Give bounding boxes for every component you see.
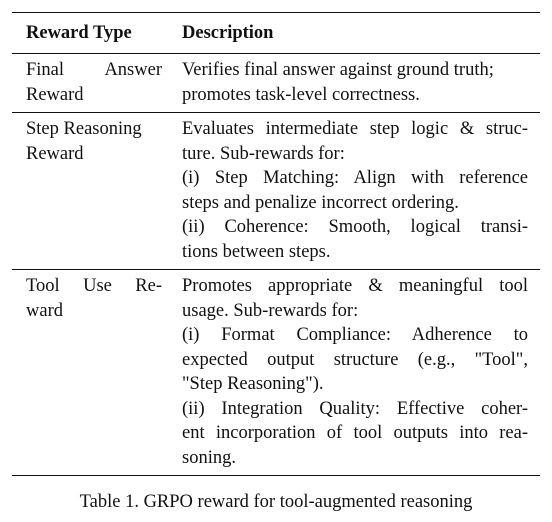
description-line: soning. [182,447,236,468]
reward-type-text: Tool Use Re- [26,276,162,296]
description-line: (ii) Coherence: Smooth, logical transi- [182,217,528,237]
reward-type-text: Reward [26,143,84,164]
table-header-row [12,13,540,54]
header-description: Description [182,23,274,43]
table-row-tool-use [12,270,540,476]
description-line: tions between steps. [182,241,331,262]
description-line: expected output structure (e.g., "Tool", [182,349,528,370]
description-line: Verifies final answer against ground truth; [182,60,494,80]
description-cell [180,270,540,476]
description-line: (ii) Integration Quality: Effective coher- [182,398,528,419]
description-cell [180,54,540,113]
description-line: steps and penalize incorrect ordering. [182,192,459,213]
reward-type-cell [12,113,180,270]
description-line: ent incorporation of tool outputs into rea- [182,423,528,443]
reward-table [12,12,540,476]
table-row-final-answer [12,54,540,113]
reward-type-cell [12,54,180,113]
description-line: ture. Sub-rewards for: [182,143,345,164]
description-line: (i) Step Matching: Align with reference [182,168,528,188]
table-row-step-reasoning [12,113,540,270]
description-line: (i) Format Compliance: Adherence to [182,325,528,345]
description-line: promotes task-level correctness. [182,84,420,105]
reward-type-text: Step Reasoning [26,119,142,139]
table-caption: Table 1. GRPO reward for tool-augmented reasoning [79,492,473,512]
description-cell [180,113,540,270]
reward-type-text: Final Answer [26,60,162,80]
description-line: Promotes appropriate & meaningful tool [182,276,528,296]
description-line: "Step Reasoning"). [182,374,324,394]
reward-type-cell [12,270,180,476]
reward-type-text: Reward [26,84,84,105]
description-line: usage. Sub-rewards for: [182,300,359,321]
reward-table-container [12,12,540,476]
description-line: Evaluates intermediate step logic & struc- [182,119,528,139]
header-reward-type: Reward Type [26,23,132,43]
reward-type-text: ward [26,300,63,321]
